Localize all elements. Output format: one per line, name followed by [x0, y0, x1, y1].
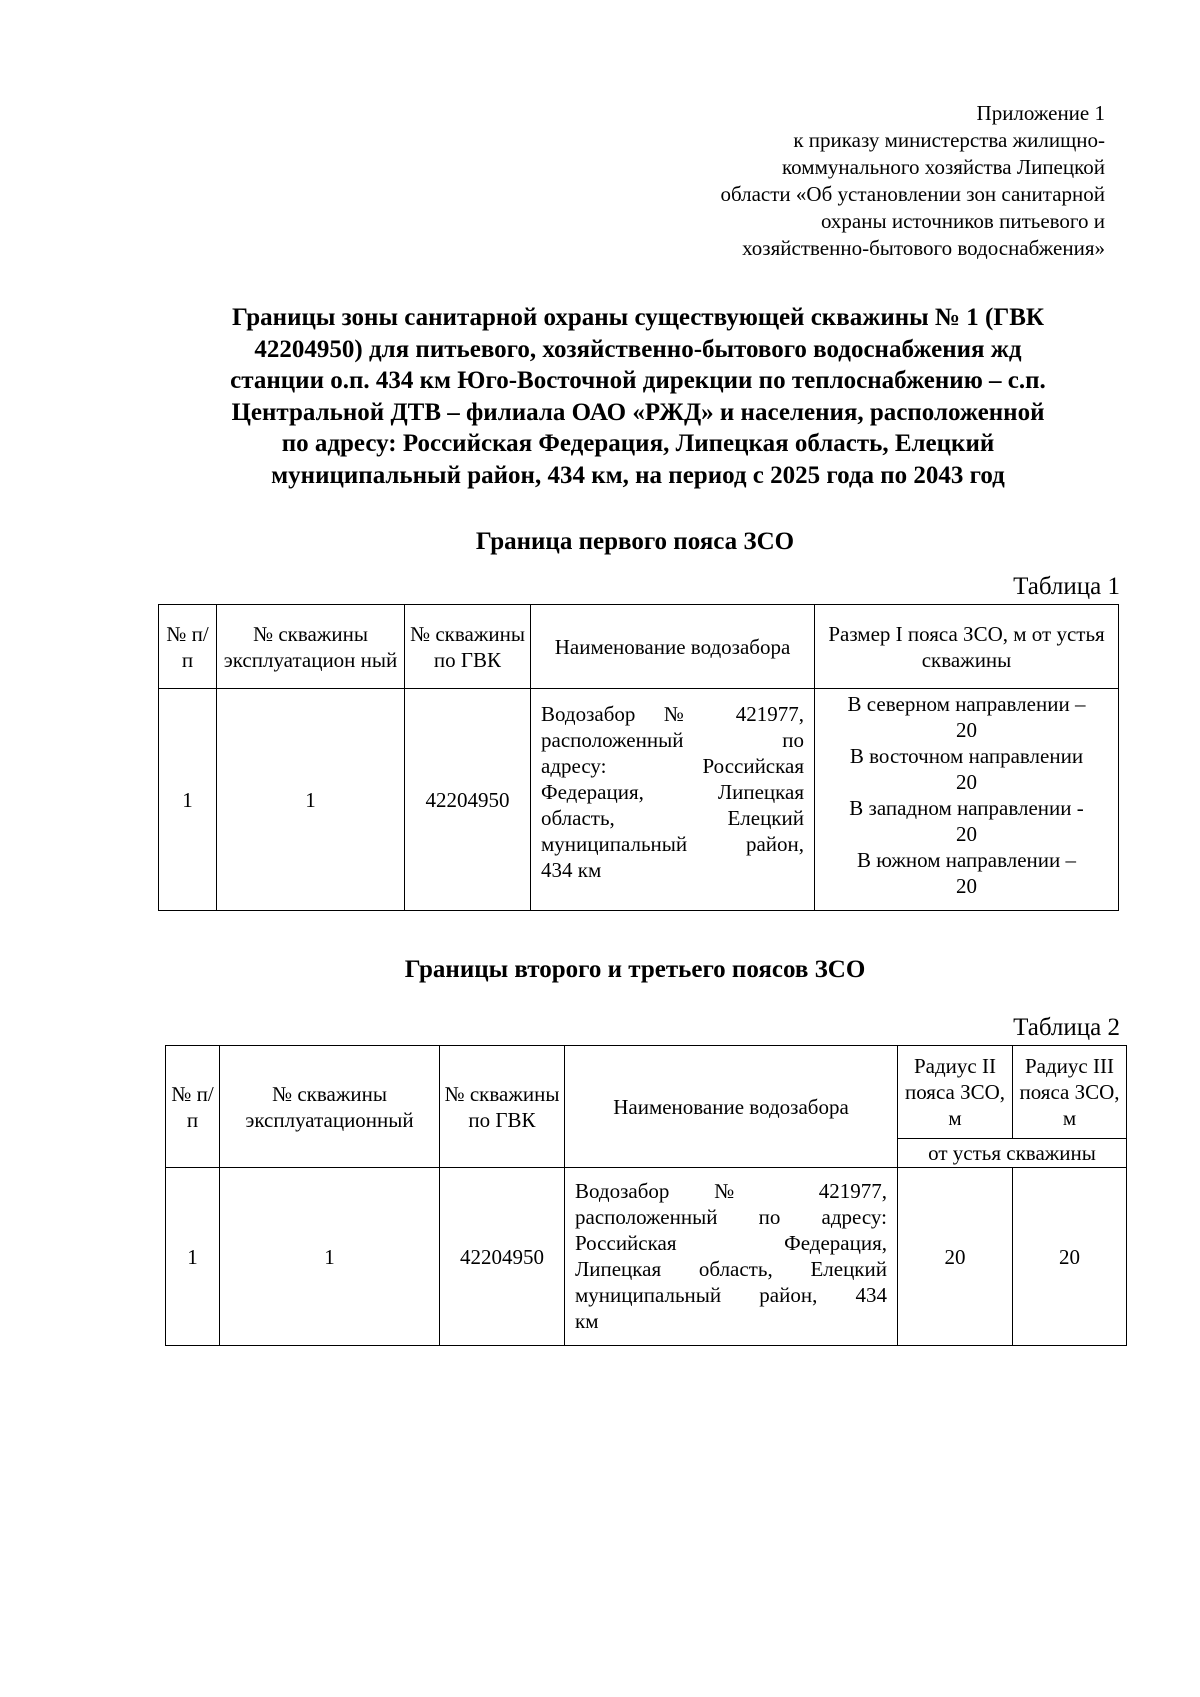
table-row — [159, 689, 1119, 911]
document-title — [150, 302, 1126, 491]
size-line: В западном направлении - — [849, 796, 1084, 820]
intake-line: Липецкая область, Елецкий — [575, 1257, 887, 1281]
appendix-line: коммунального хозяйства Липецкой — [782, 155, 1105, 179]
size-line: 20 — [956, 874, 977, 898]
intake-line: км — [575, 1309, 599, 1333]
title-line: по адресу: Российская Федерация, Липецкая область, Елецкий — [281, 430, 995, 457]
intake-line: область, Елецкий — [541, 806, 804, 830]
appendix-line: охраны источников питьевого и — [820, 209, 1105, 233]
section2-heading: Границы второго и третьего поясов ЗСО — [404, 956, 866, 983]
cell-well-gvk: 42204950 — [440, 1168, 565, 1346]
table2 — [165, 1045, 1127, 1346]
size-line: В северном направлении – — [847, 692, 1086, 716]
title-line: 42204950) для питьевого, хозяйственно-бытового водоснабжения жд — [254, 335, 1022, 363]
intake-line: Водозабор № 421977, — [541, 702, 804, 726]
cell-well-operational: 1 — [217, 689, 405, 911]
header-intake-name: Наименование водозабора — [565, 1046, 898, 1168]
title-line: муниципальный район, 434 км, на период с 2025 года по 2043 год — [271, 461, 1005, 489]
cell-well-gvk: 42204950 — [405, 689, 531, 911]
intake-line: расположенный по — [541, 728, 804, 752]
appendix-line: Приложение 1 — [976, 101, 1105, 125]
section1-heading: Граница первого пояса ЗСО — [475, 528, 795, 555]
intake-line: Водозабор № 421977, — [575, 1179, 887, 1203]
intake-line: адресу: Российская — [541, 754, 804, 778]
cell-intake-name — [531, 689, 815, 911]
header-intake-name: Наименование водозабора — [531, 605, 815, 689]
table2-header-row — [166, 1046, 1127, 1139]
header-well-operational: № скважины эксплуатацион ный — [217, 605, 405, 689]
intake-line: муниципальный район, 434 — [575, 1283, 887, 1307]
header-well-gvk: № скважины по ГВК — [405, 605, 531, 689]
size-line: В восточном направлении — [849, 744, 1084, 768]
cell-radius-2: 20 — [898, 1168, 1013, 1346]
table1 — [158, 604, 1119, 911]
size-line: 20 — [956, 718, 977, 742]
title-line: Центральной ДТВ – филиала ОАО «РЖД» и населения, расположенной — [231, 398, 1045, 426]
cell-zone-size — [815, 689, 1119, 911]
header-radius-3: Радиус III пояса ЗСО, м — [1013, 1046, 1127, 1139]
appendix-note — [585, 100, 1105, 262]
table1-header-row — [159, 605, 1119, 689]
header-from-wellhead: от устья скважины — [898, 1139, 1127, 1168]
intake-line: расположенный по адресу: — [575, 1205, 887, 1229]
header-num: № п/п — [159, 605, 217, 689]
cell-num: 1 — [159, 689, 217, 911]
header-radius-2: Радиус II пояса ЗСО, м — [898, 1046, 1013, 1139]
header-well-operational: № скважины эксплуатационный — [220, 1046, 440, 1168]
intake-line: муниципальный район, — [541, 832, 804, 856]
table-row — [166, 1168, 1127, 1346]
cell-intake-name — [565, 1168, 898, 1346]
appendix-line: к приказу министерства жилищно- — [793, 128, 1105, 152]
title-line: станции о.п. 434 км Юго-Восточной дирекции по теплоснабжению – с.п. — [230, 367, 1046, 394]
appendix-line: хозяйственно-бытового водоснабжения» — [742, 236, 1105, 260]
size-line: В южном направлении – — [856, 848, 1077, 872]
title-line: Границы зоны санитарной охраны существующей скважины № 1 (ГВК — [231, 304, 1045, 331]
header-zone-size: Размер I пояса ЗСО, м от устья скважины — [815, 605, 1119, 689]
size-line: 20 — [956, 822, 977, 846]
cell-well-operational: 1 — [220, 1168, 440, 1346]
size-line: 20 — [956, 770, 977, 794]
cell-radius-3: 20 — [1013, 1168, 1127, 1346]
intake-line: 434 км — [541, 858, 602, 882]
cell-num: 1 — [166, 1168, 220, 1346]
table1-caption: Таблица 1 — [1013, 573, 1120, 600]
intake-line: Российская Федерация, — [575, 1231, 887, 1255]
header-num: № п/п — [166, 1046, 220, 1168]
intake-line: Федерация, Липецкая — [541, 780, 804, 804]
table2-caption: Таблица 2 — [1013, 1014, 1120, 1041]
header-well-gvk: № скважины по ГВК — [440, 1046, 565, 1168]
appendix-line: области «Об установлении зон санитарной — [720, 182, 1105, 206]
